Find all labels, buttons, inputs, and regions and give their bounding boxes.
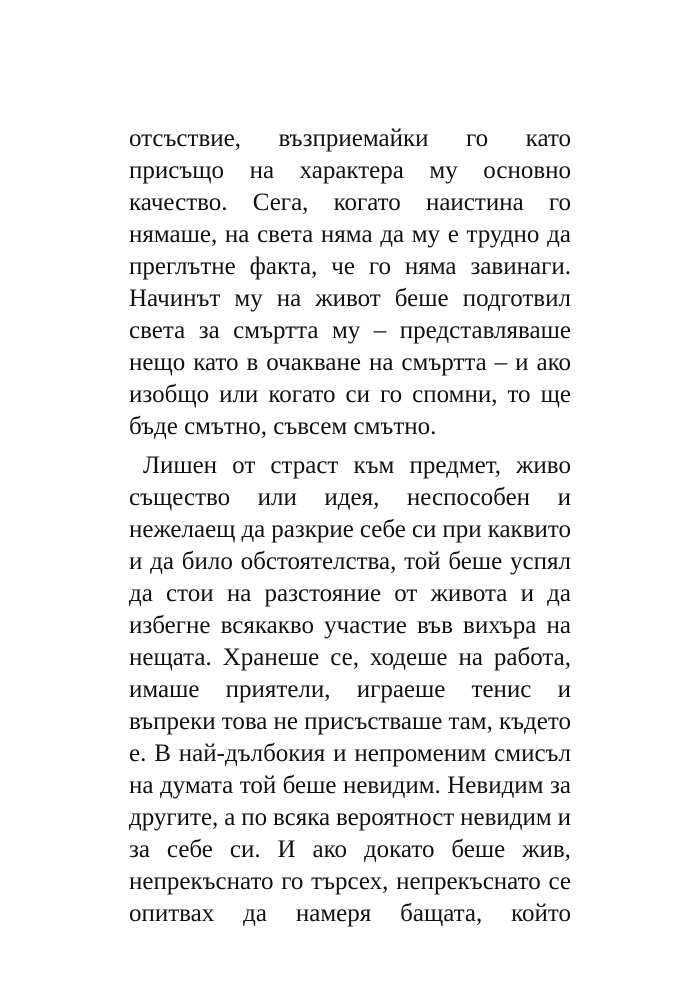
word: при <box>442 516 482 543</box>
word: на <box>368 349 394 376</box>
word: си <box>411 516 437 543</box>
word: да <box>150 548 174 575</box>
word: от <box>394 580 418 607</box>
word: е <box>447 221 459 248</box>
word: света <box>129 317 186 344</box>
word: спомни, <box>412 381 498 408</box>
word: невидим. <box>342 772 441 799</box>
paragraph-gap <box>129 443 571 450</box>
word: за <box>198 317 220 344</box>
word: приятели, <box>225 676 331 703</box>
word: отсъствие, <box>129 125 241 152</box>
word: го <box>548 189 571 216</box>
word: тенис <box>471 676 532 703</box>
word: било <box>181 548 233 575</box>
word: се, <box>330 644 359 671</box>
word: жив, <box>522 836 571 863</box>
word: търсех, <box>311 868 389 895</box>
word: – <box>494 349 508 376</box>
word: беше <box>448 548 503 575</box>
text-line <box>129 123 571 155</box>
word: като <box>193 349 239 376</box>
word: където <box>498 708 571 735</box>
word: преглътне <box>129 253 236 280</box>
word: няма <box>404 253 457 280</box>
word: който <box>511 900 571 927</box>
word: присъщо <box>129 157 225 184</box>
word: същество <box>129 484 231 511</box>
word: му <box>429 157 458 184</box>
word: и <box>520 580 534 607</box>
word: му <box>411 221 441 248</box>
word: каквито <box>487 516 571 543</box>
word: за <box>129 836 150 863</box>
word: ходеше <box>369 644 448 671</box>
text-line <box>129 187 571 219</box>
word: себе <box>166 836 213 863</box>
word: страст <box>270 452 339 479</box>
word: то <box>507 381 531 408</box>
word: живот <box>315 285 381 312</box>
word: нямаше, <box>129 221 218 248</box>
word: на <box>129 772 154 799</box>
word: нежелаещ <box>129 516 236 543</box>
word: всякакво <box>220 612 315 639</box>
word: в <box>246 349 259 376</box>
word: – <box>373 317 387 344</box>
word: и <box>557 484 571 511</box>
word: очакване <box>266 349 361 376</box>
word: на <box>458 644 483 671</box>
word: на <box>224 221 250 248</box>
word: опитвах <box>129 900 215 927</box>
text-line: бъде смътно, съвсем смътно. <box>129 413 437 440</box>
text-line <box>129 450 571 482</box>
word: той <box>404 548 441 575</box>
text-line <box>129 283 571 315</box>
word: докато <box>363 836 435 863</box>
word: на <box>546 612 571 639</box>
word: ще <box>540 381 571 408</box>
word: там, <box>448 708 493 735</box>
word: че <box>331 253 355 280</box>
word: бащата, <box>400 900 483 927</box>
word: или <box>219 381 259 408</box>
word: да <box>241 516 266 543</box>
word: подготвил <box>462 285 571 312</box>
word: непроменим <box>354 740 487 767</box>
word: на <box>249 157 275 184</box>
word: живота <box>430 580 508 607</box>
word: беше <box>451 836 506 863</box>
word: играеше <box>356 676 446 703</box>
word: И <box>277 836 296 863</box>
word: си <box>345 381 370 408</box>
word: Сега, <box>252 189 309 216</box>
word: избегне <box>129 612 211 639</box>
word: представляваше <box>399 317 571 344</box>
paragraph <box>129 450 571 930</box>
word: Невидим <box>447 772 544 799</box>
text-line <box>129 866 571 898</box>
word: смъртта <box>233 317 319 344</box>
word: живо <box>516 452 571 479</box>
text-line <box>129 219 571 251</box>
word: смъртта <box>401 349 487 376</box>
word: непрекъснато <box>129 868 274 895</box>
word: вероятност <box>335 804 455 831</box>
word: неспособен <box>406 484 531 511</box>
word: във <box>416 612 453 639</box>
word: го <box>466 125 489 152</box>
text-line <box>129 578 571 610</box>
word: го <box>281 868 304 895</box>
word: ако <box>312 836 347 863</box>
word: Хранеше <box>222 644 320 671</box>
word: възприемайки <box>278 125 429 152</box>
word: беше <box>394 285 449 312</box>
word: въпреки <box>129 708 216 735</box>
word: когато <box>268 381 336 408</box>
text-line <box>129 379 571 411</box>
word: имаше <box>129 676 200 703</box>
word: нещата. <box>129 644 212 671</box>
word: качество. <box>129 189 228 216</box>
text-line <box>129 834 571 866</box>
word: наистина <box>425 189 524 216</box>
word: Лишен <box>143 452 218 479</box>
text-line <box>129 347 571 379</box>
word: беше <box>282 772 337 799</box>
text-line <box>129 706 571 738</box>
word: успял <box>510 548 571 575</box>
word: му <box>331 317 361 344</box>
text-line <box>129 315 571 347</box>
word: обстоятелства, <box>240 548 397 575</box>
text-line <box>129 546 571 578</box>
text-line <box>129 514 571 546</box>
word: не <box>273 708 298 735</box>
word: е. <box>129 740 147 767</box>
text-line <box>129 610 571 642</box>
text-line <box>129 770 571 802</box>
word: като <box>525 125 571 152</box>
word: идея, <box>324 484 380 511</box>
paragraph <box>129 123 571 443</box>
word: смисъл <box>494 740 571 767</box>
text-line <box>129 482 571 514</box>
word: това <box>221 708 268 735</box>
word: всяка <box>272 804 331 831</box>
word: предмет, <box>409 452 502 479</box>
body-text <box>129 123 571 930</box>
word: го <box>368 253 391 280</box>
word: и <box>557 676 571 703</box>
word: вихъра <box>463 612 537 639</box>
text-line <box>129 251 571 283</box>
word: участие <box>324 612 407 639</box>
word: той <box>239 772 277 799</box>
word: разстояние <box>264 580 382 607</box>
word: думата <box>159 772 234 799</box>
word: изобщо <box>129 381 210 408</box>
word: В <box>154 740 171 767</box>
word: характера <box>299 157 404 184</box>
text-line <box>129 738 571 770</box>
word: нещо <box>129 349 186 376</box>
word: се <box>548 868 571 895</box>
word: или <box>257 484 297 511</box>
word: няма <box>320 221 373 248</box>
word: най-дълбокия <box>178 740 326 767</box>
word: трудно <box>466 221 540 248</box>
text-line <box>129 674 571 706</box>
word: за <box>549 772 571 799</box>
word: да <box>380 221 405 248</box>
word: факта, <box>249 253 318 280</box>
word: себе <box>359 516 406 543</box>
word: да <box>243 900 267 927</box>
word: да <box>129 580 153 607</box>
word: към <box>353 452 395 479</box>
word: ако <box>536 349 571 376</box>
word: намеря <box>295 900 372 927</box>
word: и <box>515 349 529 376</box>
word: да <box>547 221 571 248</box>
text-line <box>129 802 571 834</box>
word: непрекъснато <box>396 868 541 895</box>
word: другите, <box>129 804 219 831</box>
word: му <box>234 285 263 312</box>
word: а <box>224 804 236 831</box>
word: света <box>257 221 314 248</box>
word: работа, <box>493 644 571 671</box>
word: и <box>129 548 143 575</box>
word: на <box>276 285 302 312</box>
word: на <box>226 580 252 607</box>
word: разкрие <box>271 516 354 543</box>
text-line <box>129 642 571 674</box>
word: невидим <box>460 804 552 831</box>
word: да <box>547 580 571 607</box>
text-line <box>129 155 571 187</box>
word: завинаги. <box>470 253 571 280</box>
word: основно <box>483 157 571 184</box>
text-line <box>129 898 571 930</box>
word: и <box>557 804 571 831</box>
word: си. <box>229 836 261 863</box>
word: когато <box>333 189 401 216</box>
word: го <box>379 381 403 408</box>
word: по <box>241 804 268 831</box>
word: Начинът <box>129 285 221 312</box>
word: и <box>333 740 347 767</box>
word: присъстваше <box>304 708 443 735</box>
word: от <box>232 452 256 479</box>
word: стои <box>166 580 214 607</box>
